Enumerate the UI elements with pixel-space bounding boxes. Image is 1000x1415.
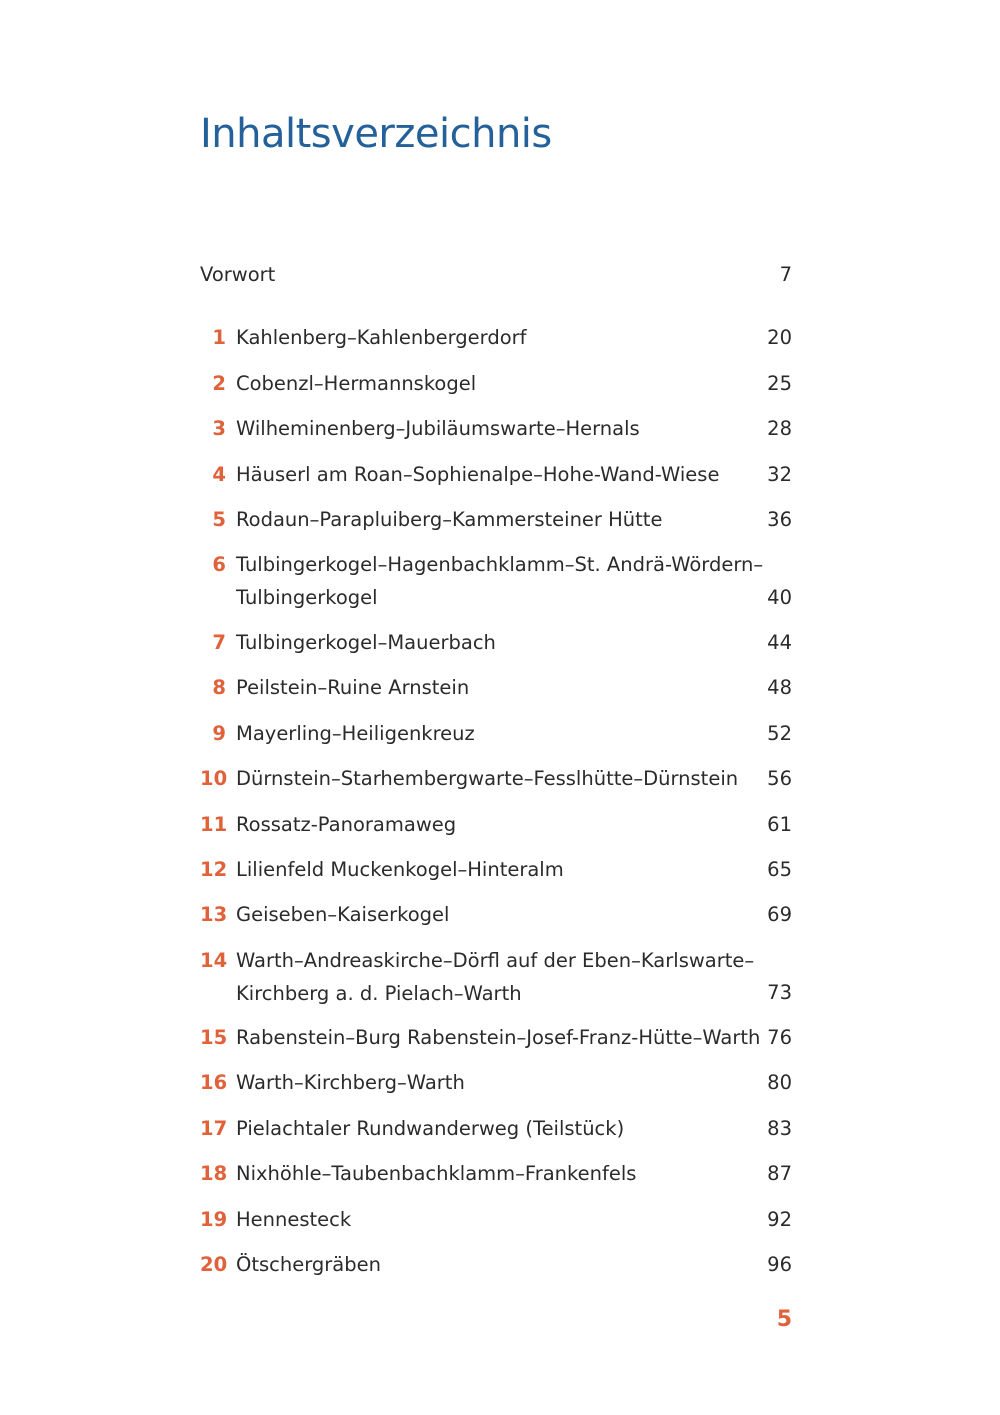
toc-entry-title: Häuserl am Roan–Sophienalpe–Hohe-Wand-Wiese <box>236 463 720 486</box>
toc-entry-number: 5 <box>212 508 226 531</box>
toc-entry-page: 7 <box>779 263 792 286</box>
toc-entry-number: 2 <box>212 372 226 395</box>
toc-entry-page: 48 <box>767 676 792 699</box>
page-number: 5 <box>776 1307 792 1332</box>
toc-entry-number: 4 <box>212 463 226 486</box>
toc-entry-number: 6 <box>212 553 226 576</box>
toc-entry-page: 65 <box>767 858 792 881</box>
toc-entry-number: 1 <box>212 326 226 349</box>
toc-entry-page: 76 <box>767 1026 792 1049</box>
toc-entry-title: Cobenzl–Hermannskogel <box>236 372 477 395</box>
toc-entry-title: Hennesteck <box>236 1208 352 1231</box>
toc-entry-title: Rodaun–Parapluiberg–Kammersteiner Hütte <box>236 508 663 531</box>
toc-entry-number: 11 <box>200 813 228 836</box>
toc-entry-number: 10 <box>200 767 228 790</box>
toc-entry-title: Rossatz-Panoramaweg <box>236 813 457 836</box>
toc-entry-title: Rabenstein–Burg Rabenstein–Josef-Franz-Hütte–Warth <box>236 1026 761 1049</box>
toc-entry-page: 92 <box>767 1208 792 1231</box>
toc-entry-number: 17 <box>200 1117 228 1140</box>
toc-entry-page: 69 <box>767 903 792 926</box>
toc-entry-title: Tulbingerkogel–Hagenbachklamm–St. Andrä-Wördern– Tulbingerkogel <box>236 553 764 609</box>
toc-entry-title: Ötschergräben <box>236 1253 381 1276</box>
toc-entry-title: Pielachtaler Rundwanderweg (Teilstück) <box>236 1117 625 1140</box>
toc-entry-label: Vorwort <box>200 263 276 286</box>
toc-entry-page: 73 <box>767 981 792 1004</box>
toc-entry-page: 56 <box>767 767 792 790</box>
toc-entry-number: 18 <box>200 1162 228 1185</box>
toc-entry-page: 40 <box>767 586 792 609</box>
toc-entry-title: Wilheminenberg–Jubiläumswarte–Hernals <box>236 417 640 440</box>
toc-entry-page: 96 <box>767 1253 792 1276</box>
toc-entry-title: Kahlenberg–Kahlenbergerdorf <box>236 326 527 349</box>
toc-entry-page: 20 <box>767 326 792 349</box>
toc-entry-page: 36 <box>767 508 792 531</box>
toc-entry-number: 20 <box>200 1253 228 1276</box>
toc-entry-number: 8 <box>212 676 226 699</box>
toc-entry-title: Nixhöhle–Taubenbachklamm–Frankenfels <box>236 1162 637 1185</box>
toc-entry-number: 12 <box>200 858 228 881</box>
toc-entry-number: 16 <box>200 1071 228 1094</box>
toc-entry-title: Peilstein–Ruine Arnstein <box>236 676 470 699</box>
toc-entry-page: 44 <box>767 631 792 654</box>
toc-entry-number: 15 <box>200 1026 228 1049</box>
toc-entry-number: 19 <box>200 1208 228 1231</box>
toc-entry-page: 28 <box>767 417 792 440</box>
toc-entry-page: 87 <box>767 1162 792 1185</box>
toc-entry-number: 14 <box>200 949 228 972</box>
toc-entry-title: Lilienfeld Muckenkogel–Hinteralm <box>236 858 564 881</box>
toc-entry-page: 25 <box>767 372 792 395</box>
toc-entry-title: Warth–Andreaskirche–Dörfl auf der Eben–Karlswarte– Kirchberg a. d. Pielach–Warth <box>236 949 755 1005</box>
toc-entry-page: 32 <box>767 463 792 486</box>
toc-entry-title: Mayerling–Heiligenkreuz <box>236 722 475 745</box>
toc-entry-number: 9 <box>212 722 226 745</box>
toc-entry-number: 13 <box>200 903 228 926</box>
toc-entry-number: 7 <box>212 631 226 654</box>
toc-entry-number: 3 <box>212 417 226 440</box>
toc-entry-page: 83 <box>767 1117 792 1140</box>
toc-entry-title: Warth–Kirchberg–Warth <box>236 1071 465 1094</box>
toc-entry-page: 80 <box>767 1071 792 1094</box>
toc-entry-page: 61 <box>767 813 792 836</box>
toc-entry-title: Tulbingerkogel–Mauerbach <box>236 631 496 654</box>
toc-entry-page: 52 <box>767 722 792 745</box>
page-title: Inhaltsverzeichnis <box>200 111 552 157</box>
toc-entry-title: Geiseben–Kaiserkogel <box>236 903 450 926</box>
toc-entry-title: Dürnstein–Starhembergwarte–Fesslhütte–Dürnstein <box>236 767 739 790</box>
